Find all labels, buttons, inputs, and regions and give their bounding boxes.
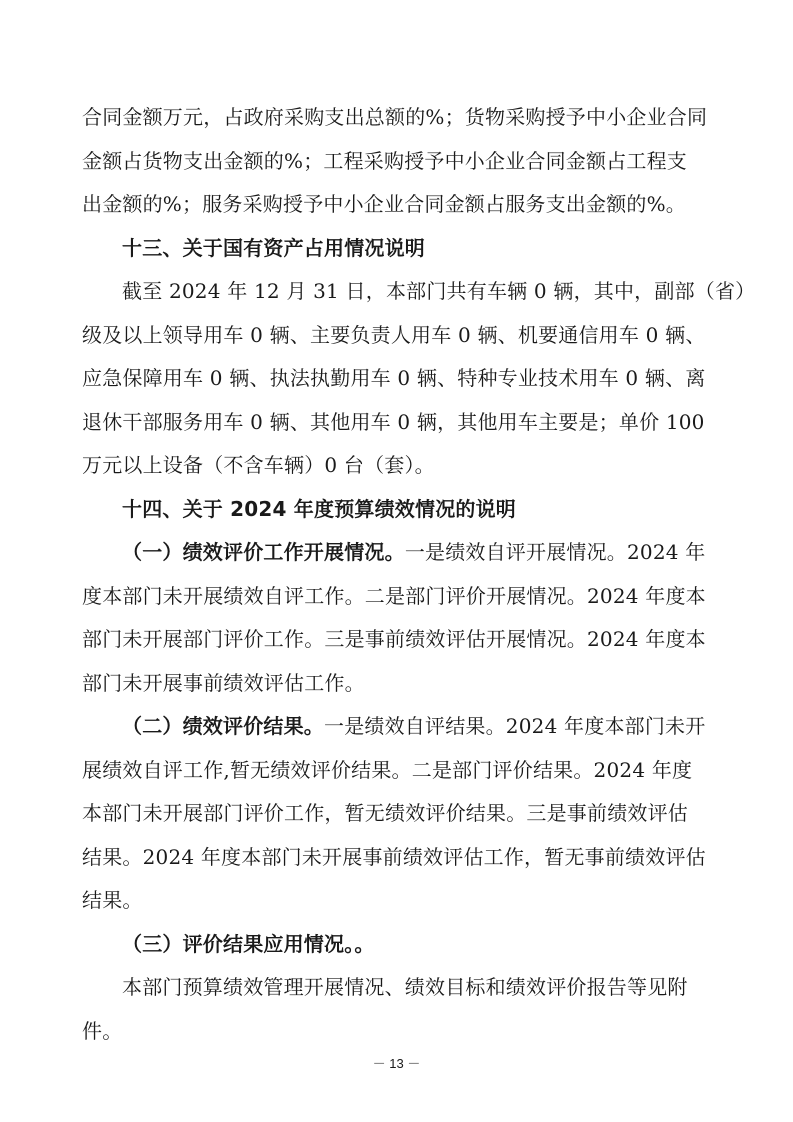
subheading-3: （三）评价结果应用情况。。 — [122, 932, 375, 956]
paragraph-text: 一是绩效自评开展情况。2024 年 — [404, 540, 706, 564]
paragraph-line: 应急保障用车 0 辆、执法执勤用车 0 辆、特种专业技术用车 0 辆、离 — [82, 366, 706, 390]
page-number: － 13 － — [372, 1056, 421, 1071]
paragraph-line: 金额占货物支出金额的%；工程采购授予中小企业合同金额占工程支 — [82, 149, 688, 173]
section-heading-14: 十四、关于 2024 年度预算绩效情况的说明 — [122, 497, 516, 521]
paragraph-line: 结果。2024 年度本部门未开展事前绩效评估工作，暂无事前绩效评估 — [82, 845, 706, 869]
paragraph-line: 度本部门未开展绩效自评工作。二是部门评价开展情况。2024 年度本 — [82, 584, 706, 608]
section-heading-13: 十三、关于国有资产占用情况说明 — [122, 236, 425, 260]
paragraph-line: 合同金额万元，占政府采购支出总额的%；货物采购授予中小企业合同 — [82, 105, 708, 129]
paragraph-line: 级及以上领导用车 0 辆、主要负责人用车 0 辆、机要通信用车 0 辆、 — [82, 323, 706, 347]
paragraph-line: 结果。 — [82, 888, 143, 912]
paragraph-line — [122, 538, 705, 566]
paragraph-text: 一是绩效自评结果。2024 年度本部门未开 — [324, 714, 706, 738]
paragraph-line — [122, 712, 705, 740]
subheading-1: （一）绩效评价工作开展情况。 — [122, 540, 405, 564]
paragraph-line: 退休干部服务用车 0 辆、其他用车 0 辆，其他用车主要是；单价 100 — [82, 410, 705, 434]
paragraph-line: 截至 2024 年 12 月 31 日，本部门共有车辆 0 辆，其中，副部（省） — [122, 279, 756, 303]
paragraph-line: 本部门预算绩效管理开展情况、绩效目标和绩效评价报告等见附 — [122, 975, 688, 999]
subheading-2: （二）绩效评价结果。 — [122, 714, 324, 738]
paragraph-line: 部门未开展事前绩效评估工作。 — [82, 671, 365, 695]
paragraph-line: 本部门未开展部门评价工作，暂无绩效评价结果。三是事前绩效评估 — [82, 801, 688, 825]
paragraph-line: 万元以上设备（不含车辆）0 台（套）。 — [82, 453, 435, 477]
paragraph-line: 件。 — [82, 1019, 123, 1043]
paragraph-line: 出金额的%；服务采购授予中小企业合同金额占服务支出金额的%。 — [82, 192, 687, 216]
paragraph-line: 部门未开展部门评价工作。三是事前绩效评估开展情况。2024 年度本 — [82, 627, 706, 651]
paragraph-line: 展绩效自评工作,暂无绩效评价结果。二是部门评价结果。2024 年度 — [82, 758, 693, 782]
